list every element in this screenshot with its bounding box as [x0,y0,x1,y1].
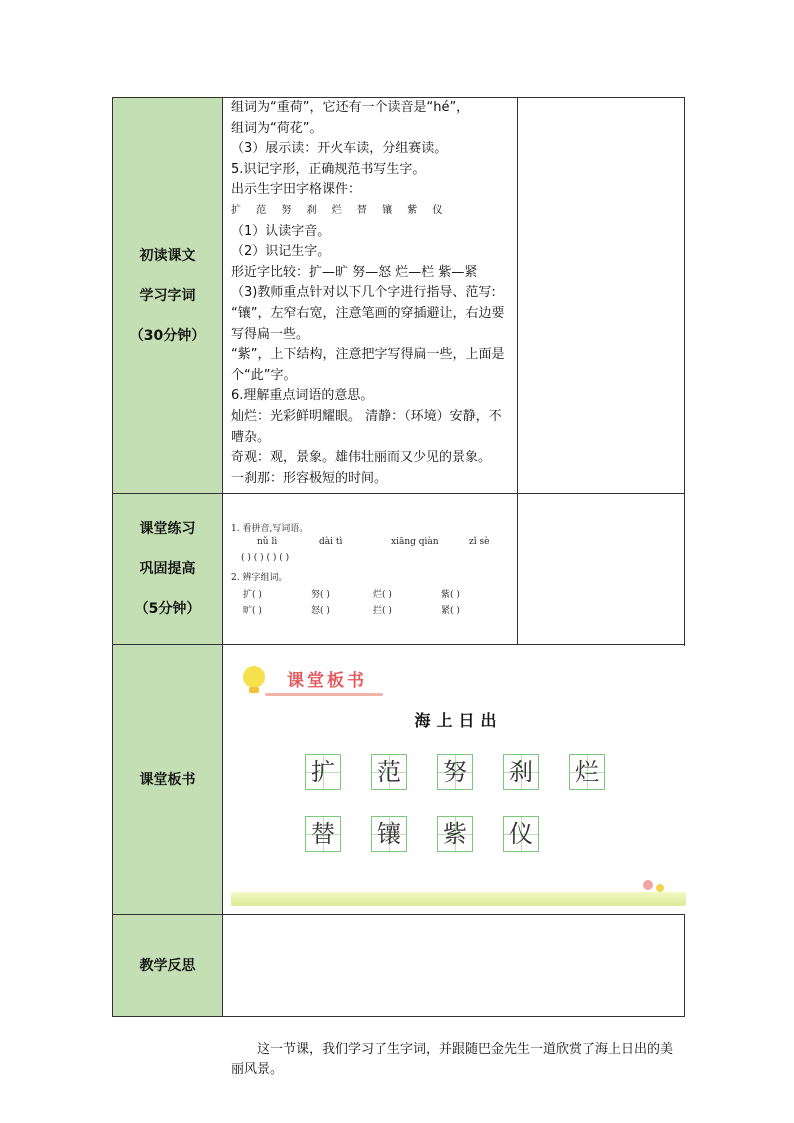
compare-item: 烂( ) [373,590,392,600]
lesson-table [112,97,685,1077]
label-line: 课堂练习 [139,521,196,537]
text-line: 出示生字田字格课件： [231,182,362,198]
label-line: （5分钟） [134,601,201,617]
character-cell: 替 [305,816,341,852]
flower-icon [656,884,664,892]
banner-title: 课堂板书 [287,671,367,691]
character-cell: 仪 [503,816,539,852]
label-line: 课堂板书 [139,771,196,788]
compare-item: 努( ) [311,590,330,600]
new-characters-line: 扩 范 努 刹 烂 替 镶 紫 仪 [231,204,449,216]
compare-item: 紫( ) [441,590,460,600]
exercise-question-1: 1. 看拼音,写词语。 [231,524,309,534]
character-cell: 烂 [569,754,605,790]
lightbulb-icon [243,666,265,688]
compare-item: 怒( ) [311,606,330,616]
board-banner [239,660,389,698]
text-line: （1）认读字音。 [231,223,331,239]
text-line: 一刹那：形容极短的时间。 [231,470,388,486]
compare-item: 拦( ) [373,606,392,616]
text-line: 形近字比较：扩—旷 努—怒 烂—栏 紫—紧 [231,264,478,280]
character-cell: 努 [437,754,473,790]
reflection-paragraph: 这一节课，我们学习了生字词，并跟随巴金先生一道欣赏了海上日出的美丽风景。 [231,1042,674,1077]
compare-item: 扩( ) [243,590,262,600]
compare-item: 紧( ) [441,606,460,616]
banner-underline [265,693,383,696]
pinyin: xiāng qiàn [391,537,439,547]
column-divider [517,98,518,644]
character-cell: 镶 [371,816,407,852]
text-line: （3)教师重点针对以下几个字进行指导、范写: [231,285,496,301]
pinyin: dài tì [319,537,343,547]
text-line: 奇观：观，景象。雄伟壮丽而又少见的景象。 [231,450,492,466]
row-label-practice [113,494,223,644]
character-cell: 扩 [305,754,341,790]
text-line: 灿烂：光彩鲜明耀眼。 清静：（环境）安静，不嘈杂。 [231,408,502,445]
text-line: （3）展示读：开火车读，分组赛读。 [231,141,448,157]
first-read-content [231,98,513,489]
answer-brackets: ( ) ( ) ( ) ( ) [241,553,290,563]
text-line: 组词为“荷花”。 [231,120,323,136]
character-cell: 刹 [503,754,539,790]
row-label-board [113,645,223,914]
row-label-first-read [113,98,223,493]
row-label-reflection [113,915,223,1016]
label-line: 教学反思 [139,957,196,974]
exercise-question-2: 2. 辨字组词。 [231,573,288,583]
label-line: （30分钟） [129,327,206,344]
lightbulb-base [249,687,259,693]
grass-strip [231,892,686,906]
label-line: 初读课文 [139,247,196,264]
text-line: 6.理解重点词语的意思。 [231,388,374,404]
flower-icon [643,880,653,890]
pinyin: zǐ sè [469,537,490,547]
text-line: “紫”，上下结构，注意把字写得扁一些，上面是个“此”字。 [231,347,505,383]
text-line: （2）识记生字。 [231,244,331,260]
blackboard-design [231,646,686,914]
compare-item: 旷( ) [243,606,262,616]
board-heading: 海上日出 [414,711,503,730]
text-line: “镶”，左窄右宽，注意笔画的穿插避让，右边要写得扁一些。 [231,305,505,342]
character-cell: 范 [371,754,407,790]
label-line: 巩固提高 [139,561,196,577]
text-line: 5.识记字形，正确规范书写生字。 [231,161,426,177]
label-line: 学习字词 [139,287,196,304]
reflection-text [231,1040,681,1080]
character-cell: 紫 [437,816,473,852]
pinyin: nǔ lì [257,537,278,547]
text-line: 组词为“重荷”，它还有一个读音是“hé”， [231,100,470,115]
